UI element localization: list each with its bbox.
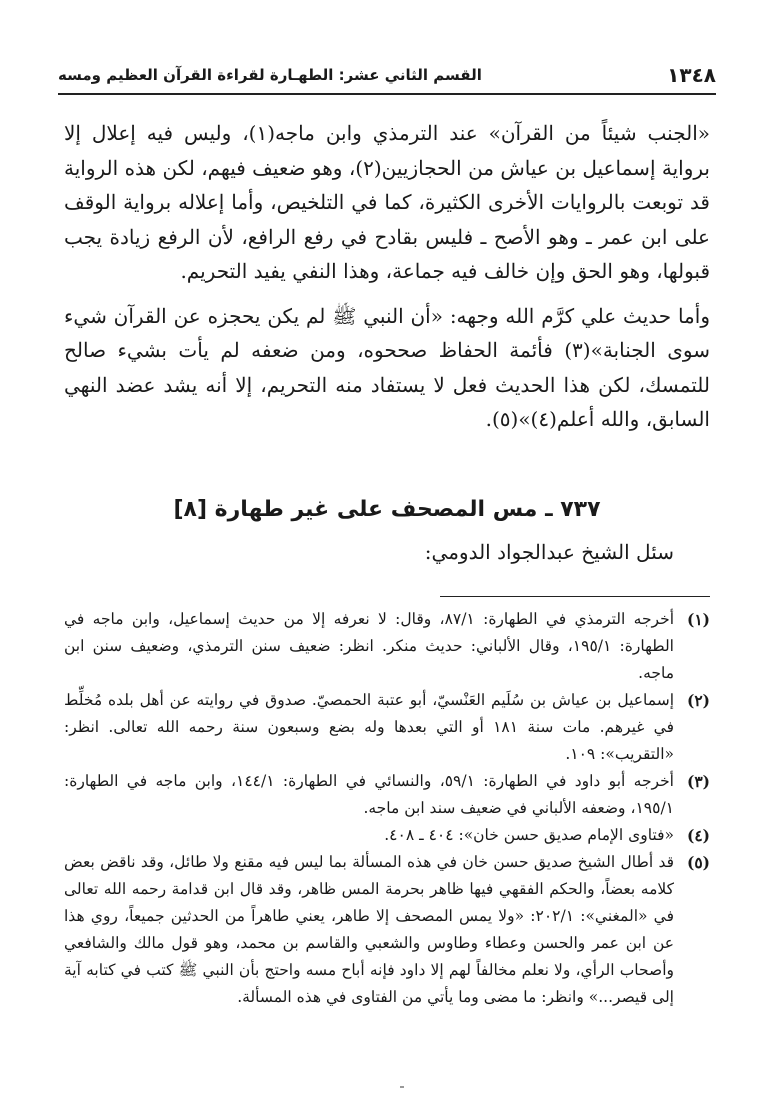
footnote (64, 606, 710, 687)
footnote-text: قد أطال الشيخ صديق حسن خان في هذه المسألة بما ليس فيه مقنع ولا طائل، وقد ناقض بعض كلامه بعضاً، والحكم الفقهي فيها ظاهر بحرمة المس ظاهر، وقد قال ابن قدامة رحمه الله تعالى في «المغني»: ٢٠٢/١: «ولا يمس المصحف إلا طاهر، يعني طاهراً من الحدثين جميعاً، روي هذا عن ابن عمر والحسن وعطاء وطاوس والشعبي والقاسم بن محمد، وهو قول مالك والشافعي وأصحاب الرأي، ولا نعلم مخالفاً لهم إلا داود فإنه أباح مسه واحتج بأن النبي ﷺ كتب في كتابه آية إلى قيصر...» وانظر: ما مضى وما يأتي من الفتاوى في هذه المسألة. (64, 853, 674, 1006)
footnotes (64, 606, 710, 1011)
footnote (64, 849, 710, 1011)
page-header (58, 62, 716, 88)
page-mark (400, 1086, 404, 1088)
body-paragraph: وأما حديث علي كرَّم الله وجهه: «أن النبي ﷺ لم يكن يحجزه عن القرآن شيء سوى الجنابة»(٣) فأئمة الحفاظ صححوه، ومن ضعفه لم يأت بشيء صالح للتمسك، لكن هذا الحديث فعل لا يستفاد منه التحريم، إلا أنه يشد عضد النهي السابق، والله أعلم(٤)»(٥). (64, 303, 710, 431)
footnote-number: (١) (686, 610, 710, 629)
page-number: ١٣٤٨ (667, 63, 716, 87)
footnote-number: (٣) (686, 772, 710, 791)
body-paragraph: «الجنب شيئاً من القرآن» عند الترمذي وابن ماجه(١)، وليس فيه إعلال إلا برواية إسماعيل بن عياش من الحجازيين(٢)، وهو ضعيف فيهم، لكن هذه الرواية قد توبعت بالروايات الأخرى الكثيرة، كما في التلخيص، وأما إعلاله برواية الوقف على ابن عمر ـ وهو الأصح ـ فليس بقادح في رفع الرافع، لأن الرفع زيادة يجب قبولها، وهو الحق وإن خالف فيه جماعة، وهذا النفي يفيد التحريم. (64, 121, 710, 283)
question-intro: سئل الشيخ عبدالجواد الدومي: (424, 540, 674, 564)
section-heading: ٧٣٧ ـ مس المصحف على غير طهارة [٨] (173, 497, 601, 522)
running-title: القسم الثاني عشر: الطهـارة لقراءة القرآن العظيم ومسه (58, 66, 482, 84)
footnote-text: أخرجه أبو داود في الطهارة: ٥٩/١، والنسائي في الطهارة: ١٤٤/١، وابن ماجه في الطهارة: ١٩٥/١، وضعفه الألباني في ضعيف سند ابن ماجه. (64, 772, 674, 817)
footnote-text: «فتاوى الإمام صديق حسن خان»: ٤٠٤ ـ ٤٠٨. (384, 826, 674, 844)
footnote-number: (٥) (686, 853, 710, 872)
footnote (64, 768, 710, 822)
footnote-number: (٤) (686, 826, 710, 845)
footnote (64, 822, 710, 849)
footnote-number: (٢) (686, 691, 710, 710)
main-text (64, 116, 710, 437)
header-rule (58, 93, 716, 95)
footnote (64, 687, 710, 768)
footnote-text: إسماعيل بن عياش بن سُلَيم العَنْسيّ، أبو عتبة الحمصيّ. صدوق في روايته عن أهل بلده مُخلِّط في غيرهم. مات سنة ١٨١ أو التي بعدها وله بضع وسبعون سنة رحمه الله تعالى. انظر: «التقريب»: ١٠٩. (64, 691, 674, 763)
footnote-text: أخرجه الترمذي في الطهارة: ٨٧/١، وقال: لا نعرفه إلا من حديث إسماعيل، وابن ماجه في الطهارة: ١٩٥/١، وقال الألباني: حديث منكر. انظر: ضعيف سنن الترمذي، وضعيف سنن ابن ماجه. (64, 610, 674, 682)
footnote-rule (440, 596, 710, 597)
